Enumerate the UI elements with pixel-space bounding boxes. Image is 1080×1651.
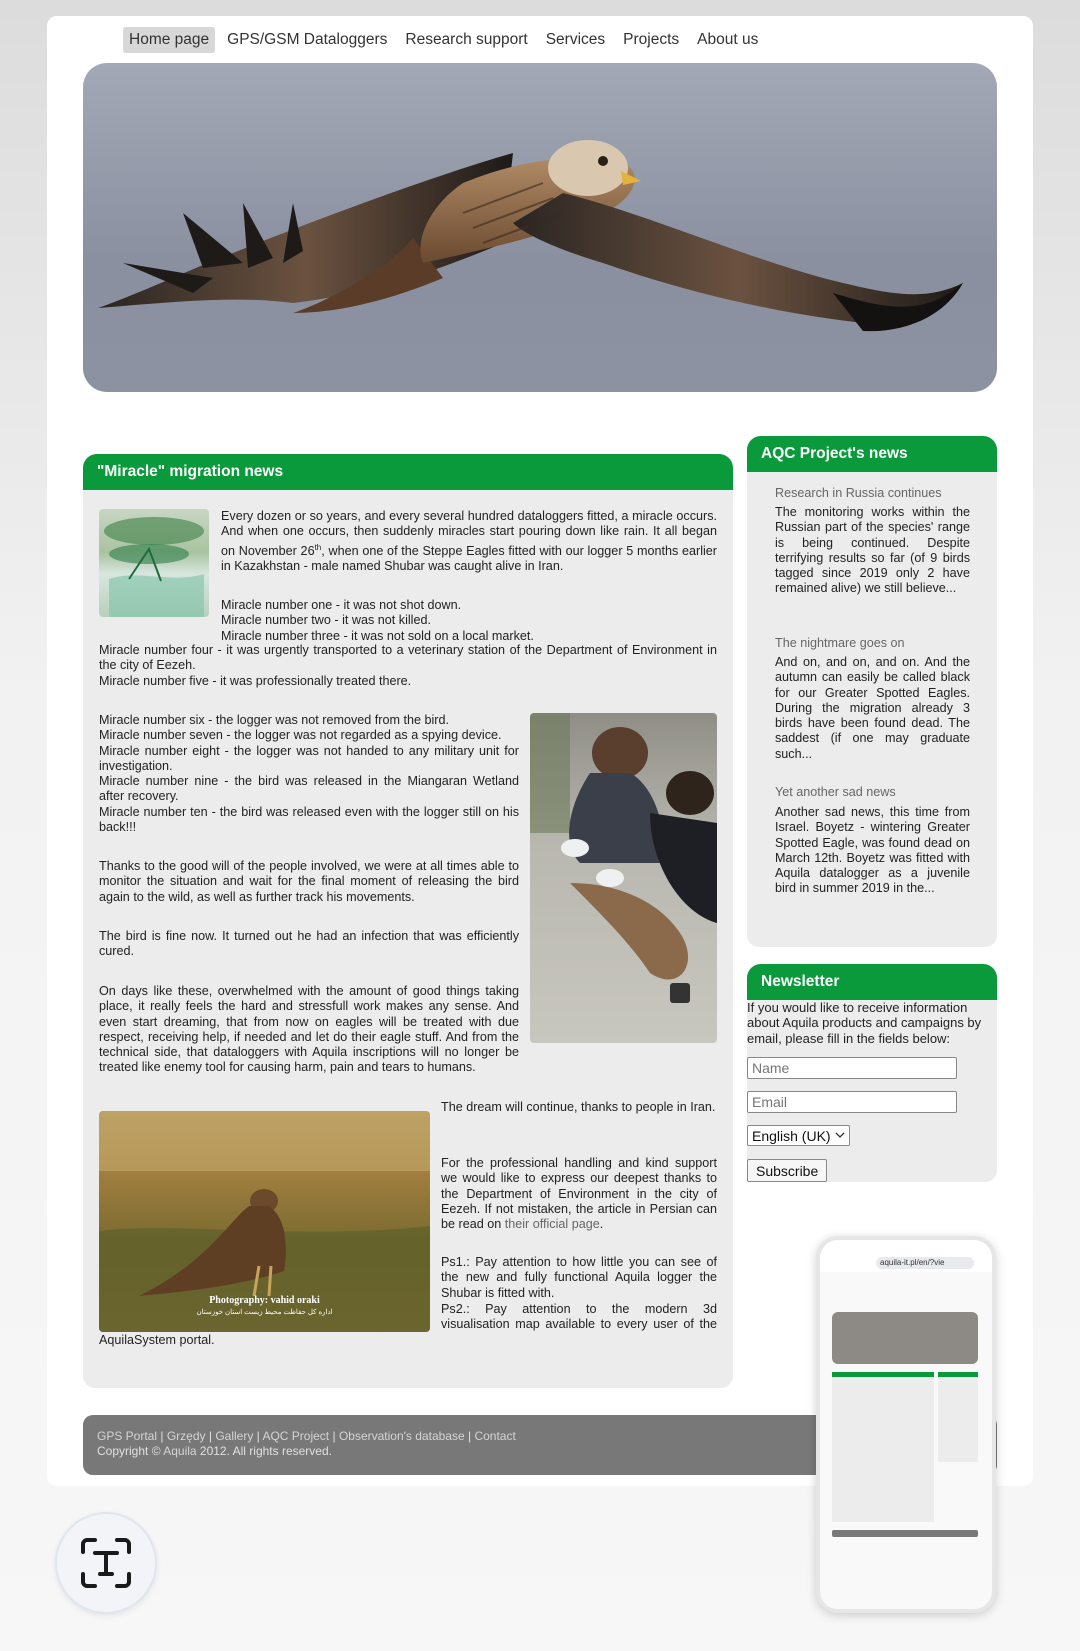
eagle-treatment-photo (530, 713, 717, 1043)
language-select[interactable] (747, 1125, 850, 1146)
news-item-2-text: And on, and on, and on. And the autumn can easily be called black for our Greater Spotted Eagles. During the migration already 3 birds have been found dead. The saddest (if one may graduate such... (775, 655, 970, 761)
news-item-3-text: Another sad news, this time from Israel. Boyetz - wintering Greater Spotted Eagle, was found dead on March 12th. Boyetz was fitted with Aquila datalogger as a juvenile bird in summer 2019 in the... (775, 805, 970, 896)
miracle-9: Miracle number nine - the bird was released in the Miangaran Wetland after recovery. (99, 774, 519, 804)
miracle-6: Miracle number six - the logger was not removed from the bird. (99, 713, 449, 727)
footer-separator: | (205, 1429, 216, 1443)
photo-credit: Photography: vahid oraki (209, 1295, 320, 1306)
footer-separator: | (157, 1429, 167, 1443)
phone-article-thumb (832, 1372, 934, 1522)
intro-superscript: th (314, 542, 322, 552)
paragraph-dream: The dream will continue, thanks to people in Iran. (441, 1100, 716, 1114)
footer-separator: | (464, 1429, 475, 1443)
phone-footer-thumb (832, 1530, 978, 1537)
thanks-text: For the professional handling and kind support we would like to express our deepest thanks to the Department of Environment in the city of Eezeh. If not mistaken, the article in Persian can be read on (441, 1156, 717, 1232)
nav-dataloggers[interactable]: GPS/GSM Dataloggers (227, 31, 388, 48)
miracle-7: Miracle number seven - the logger was not regarded as a spying device. (99, 728, 502, 743)
footer-link-gallery[interactable]: Gallery (215, 1429, 254, 1443)
footer-separator: | (253, 1429, 263, 1443)
footer-link-aqc-project[interactable]: AQC Project (262, 1429, 330, 1443)
chevron-down-icon (835, 1132, 845, 1139)
nav-projects[interactable]: Projects (623, 31, 680, 48)
nav-about-us[interactable]: About us (697, 31, 759, 48)
top-navigation (123, 26, 764, 54)
footer-link-observations[interactable]: Observation's database (338, 1429, 465, 1443)
miracles-list-bottom (99, 713, 519, 835)
news-item-1-title[interactable]: Research in Russia continues (775, 486, 942, 500)
miracle-3: Miracle number three - it was not sold on a local market. (221, 628, 534, 643)
intro-text-b: , when one of the Steppe Eagles fitted with our logger 5 months earlier in Kazakhstan - male named Shubar was caught alive in Iran. (221, 543, 717, 574)
project-news-title: AQC Project's news (747, 436, 997, 472)
phone-url: aquila-it.pl/en/?vie (876, 1257, 974, 1269)
phone-hero-thumb (832, 1312, 978, 1364)
text-recognition-icon (79, 1536, 133, 1590)
phone-sidebar-thumb (938, 1372, 978, 1462)
map-3d-graphic (99, 509, 209, 617)
subscribe-button[interactable]: Subscribe (747, 1159, 827, 1182)
article-title: "Miracle" migration news (83, 454, 733, 490)
news-item-3-title[interactable]: Yet another sad news (775, 785, 896, 799)
news-item-2-title[interactable]: The nightmare goes on (775, 636, 905, 650)
postscript-2-wrap (99, 1302, 717, 1348)
official-page-link[interactable]: their official page (504, 1217, 600, 1232)
steppe-eagle-photo (99, 1111, 430, 1332)
copyright-aquila-link[interactable]: Aquila (163, 1444, 197, 1458)
veterinarians-graphic (530, 713, 717, 1043)
miracle-5: Miracle number five - it was professionally treated there. (99, 673, 412, 688)
postscript-1: Ps1.: Pay attention to how little you can see of the new and fully functional Aquila logger the Shubar is fitted with. (441, 1255, 717, 1300)
newsletter-description: If you would like to receive information about Aquila products and campaigns by email, please fill in the fields below: (747, 1000, 982, 1046)
copyright-text-b: 2012. All rights reserved. (196, 1444, 332, 1458)
article-intro (221, 509, 717, 574)
paragraph-thanks (441, 1156, 717, 1232)
footer-link-grzedy[interactable]: Grzędy (166, 1429, 206, 1443)
miracles-list-middle (99, 643, 717, 689)
miracle-10: Miracle number ten - the bird was released even with the logger still on his back!!! (99, 804, 519, 835)
phone-address-bar (820, 1254, 992, 1272)
paragraph-goodwill: Thanks to the good will of the people involved, we were at all times able to monitor the situation and wait for the final moment of releasing the bird again to the wild, as well as further track his movements. (99, 859, 519, 904)
miracle-1: Miracle number one - it was not shot down. (221, 598, 462, 612)
hero-banner-image (83, 63, 997, 392)
paragraph-days-like-these: On days like these, overwhelmed with the amount of good things taking place, it really feels the hard and stressfull work makes any sense. And even start dreaming, that from now on eagles will be treated with due respect, receiving help, if needed and let do their eagle stuff. And from the technical side, that dataloggers with Aquila inscriptions will no longer be treated like enemy tool for causing harm, pain and tears to humans. (99, 984, 519, 1075)
miracles-list-top (221, 598, 717, 644)
phone-status-bar (820, 1240, 992, 1254)
miracle-2: Miracle number two - it was not killed. (221, 613, 431, 628)
mobile-preview-thumbnail[interactable] (816, 1236, 996, 1613)
photo-credit-persian: اداره کل حفاظت محیط زیست استان خوزستان (196, 1309, 333, 1316)
miracle-4: Miracle number four - it was urgently transported to a veterinary station of the Department of Environment in the city of Eezeh. (99, 643, 717, 673)
language-select-value: English (UK) (752, 1127, 831, 1144)
copyright-text-a: Copyright © (97, 1444, 164, 1458)
thanks-end: . (599, 1217, 604, 1232)
nav-services[interactable]: Services (545, 31, 606, 48)
news-item-1-text: The monitoring works within the Russian part of the species' range is being continued. Despite terrifying results so far (of 9 birds tagged since 2019 only 2 have remained alive) we still believe... (775, 505, 970, 596)
newsletter-name-input[interactable] (747, 1057, 957, 1079)
footer-link-gps-portal[interactable]: GPS Portal (97, 1429, 158, 1443)
footer-separator: | (329, 1429, 339, 1443)
paragraph-bird-fine: The bird is fine now. It turned out he had an infection that was efficiently cured. (99, 929, 519, 959)
intro-text-a: Every dozen or so years, and every several hundred dataloggers fitted, a miracle occurs. And when one occurs, then suddenly miracles start pouring down like rain. It all began on November 26 (221, 509, 717, 558)
newsletter-title: Newsletter (747, 964, 997, 1000)
float-spacer (99, 1302, 441, 1332)
text-recognition-button[interactable] (55, 1512, 157, 1614)
footer-link-contact[interactable]: Contact (474, 1429, 516, 1443)
miracle-8: Miracle number eight - the logger was not handed to any military unit for investigation. (99, 743, 519, 773)
postscript-2: Ps2.: Pay attention to the modern 3d visualisation map available to every user of the AquilaSystem portal. (99, 1302, 717, 1347)
nav-home[interactable]: Home page (123, 27, 215, 53)
newsletter-email-input[interactable] (747, 1091, 957, 1113)
nav-research-support[interactable]: Research support (405, 31, 528, 48)
flying-kite-illustration (83, 63, 997, 392)
map-visualisation-image (99, 509, 209, 617)
